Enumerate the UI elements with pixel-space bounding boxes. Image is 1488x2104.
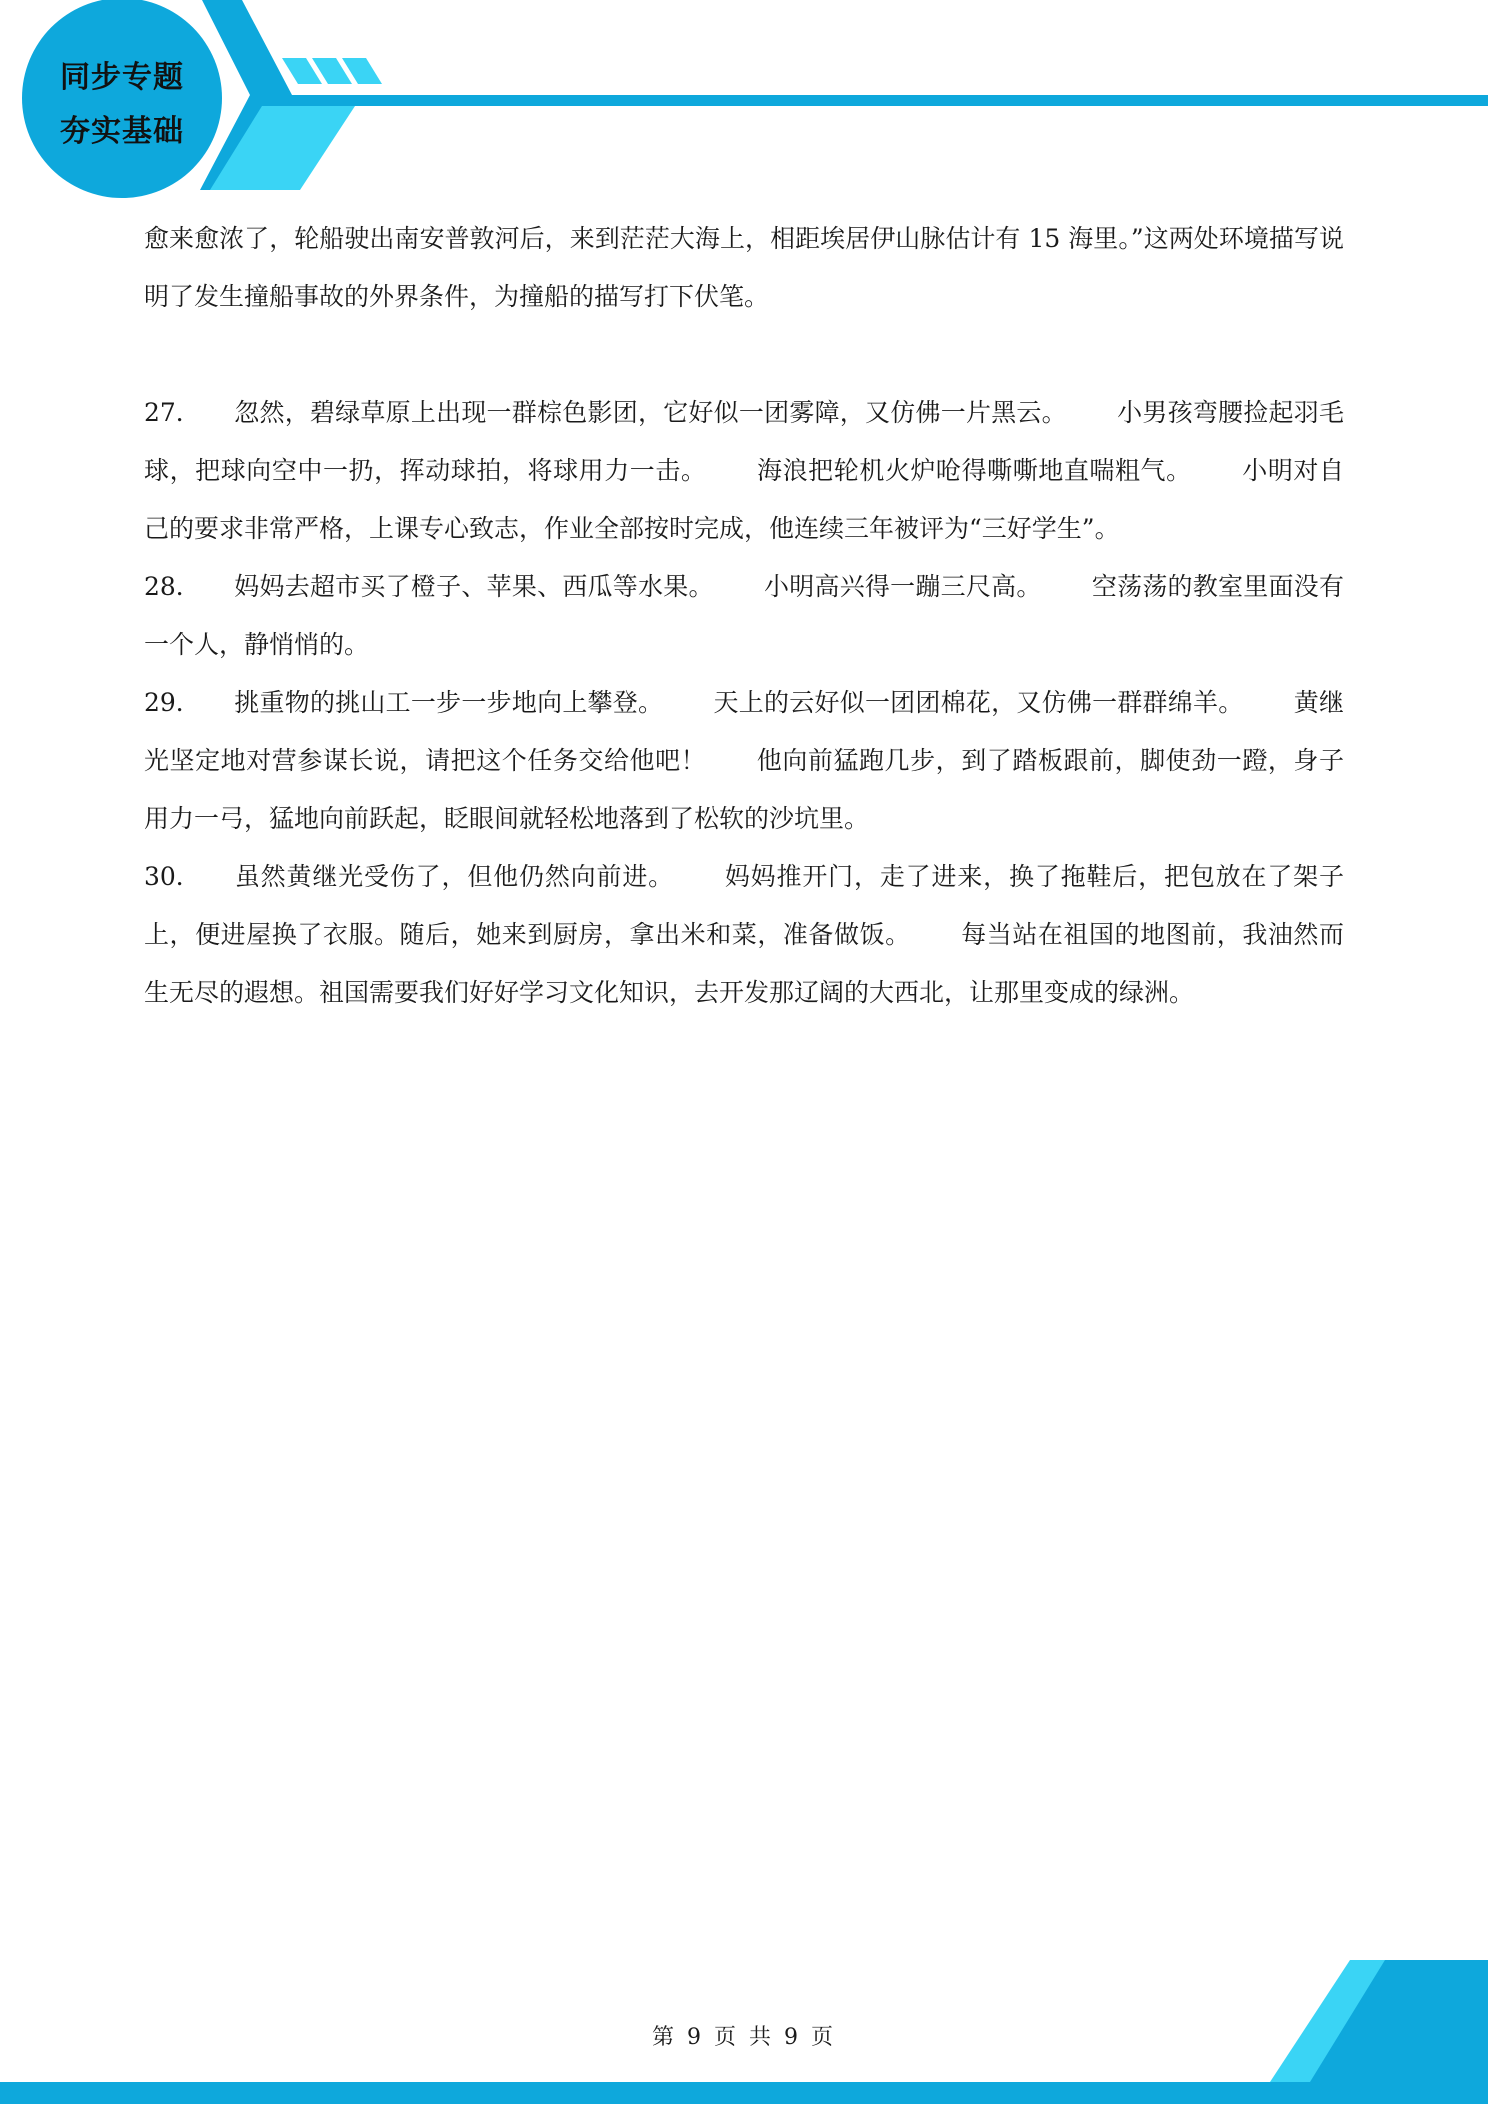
header-band bbox=[270, 95, 1488, 106]
badge-title-line-1: 同步专题 bbox=[60, 60, 184, 95]
answer-item-29 bbox=[144, 674, 1344, 848]
answer-sentence: 黄继光坚定地对营参谋长说，请把这个任务交给他吧！ bbox=[144, 688, 1344, 775]
badge-title-line-2: 夯实基础 bbox=[60, 114, 184, 149]
answer-sentence: 妈妈推开门，走了进来，换了拖鞋后，把包放在了架子上，便进屋换了衣服。随后，她来到厨房，拿出米和菜，准备做饭。 bbox=[144, 862, 1344, 949]
answer-sentence: 小男孩弯腰捡起羽毛球，把球向空中一扔，挥动球拍，将球用力一击。 bbox=[144, 398, 1344, 485]
answer-item-28 bbox=[144, 558, 1344, 674]
item-number: 29． bbox=[144, 688, 201, 717]
answer-sentence: 小明对自己的要求非常严格，上课专心致志，作业全部按时完成，他连续三年被评为“三好学生”。 bbox=[144, 456, 1344, 543]
answer-sentence: 每当站在祖国的地图前，我油然而生无尽的遐想。祖国需要我们好好学习文化知识，去开发那辽阔的大西北，让那里变成的绿洲。 bbox=[144, 920, 1344, 1007]
header-decoration bbox=[0, 0, 1488, 200]
answer-sentence: 海浪把轮机火炉呛得嘶嘶地直喘粗气。 bbox=[756, 456, 1192, 485]
answer-sentence: 天上的云好似一团团棉花，又仿佛一群群绵羊。 bbox=[713, 688, 1244, 717]
answer-item-27 bbox=[144, 384, 1344, 558]
page-number: 第 9 页 共 9 页 bbox=[652, 2025, 836, 2050]
intro-paragraph: 愈来愈浓了，轮船驶出南安普敦河后，来到茫茫大海上，相距埃居伊山脉估计有 15 海里。”这两处环境描写说明了发生撞船事故的外界条件，为撞船的描写打下伏笔。 bbox=[144, 224, 1344, 311]
answer-sentence: 虽然黄继光受伤了，但他仍然向前进。 bbox=[234, 862, 674, 891]
answer-sentence: 挑重物的挑山工一步一步地向上攀登。 bbox=[234, 688, 664, 717]
answer-sentence: 空荡荡的教室里面没有一个人，静悄悄的。 bbox=[144, 572, 1344, 659]
item-number: 27． bbox=[144, 398, 201, 427]
footer-band bbox=[0, 2082, 1488, 2104]
answer-sentence: 小明高兴得一蹦三尺高。 bbox=[763, 572, 1042, 601]
header-badge-circle bbox=[22, 0, 222, 198]
item-number: 30． bbox=[144, 862, 201, 891]
answer-sentence: 妈妈去超市买了橙子、苹果、西瓜等水果。 bbox=[234, 572, 714, 601]
answer-item-30 bbox=[144, 848, 1344, 1022]
document-body bbox=[144, 210, 1344, 1022]
answer-sentence: 他向前猛跑几步，到了踏板跟前，脚使劲一蹬，身子用力一弓，猛地向前跃起，眨眼间就轻松地落到了松软的沙坑里。 bbox=[144, 746, 1344, 833]
item-number: 28． bbox=[144, 572, 201, 601]
answer-sentence: 忽然，碧绿草原上出现一群棕色影团，它好似一团雾障，又仿佛一片黑云。 bbox=[234, 398, 1067, 427]
